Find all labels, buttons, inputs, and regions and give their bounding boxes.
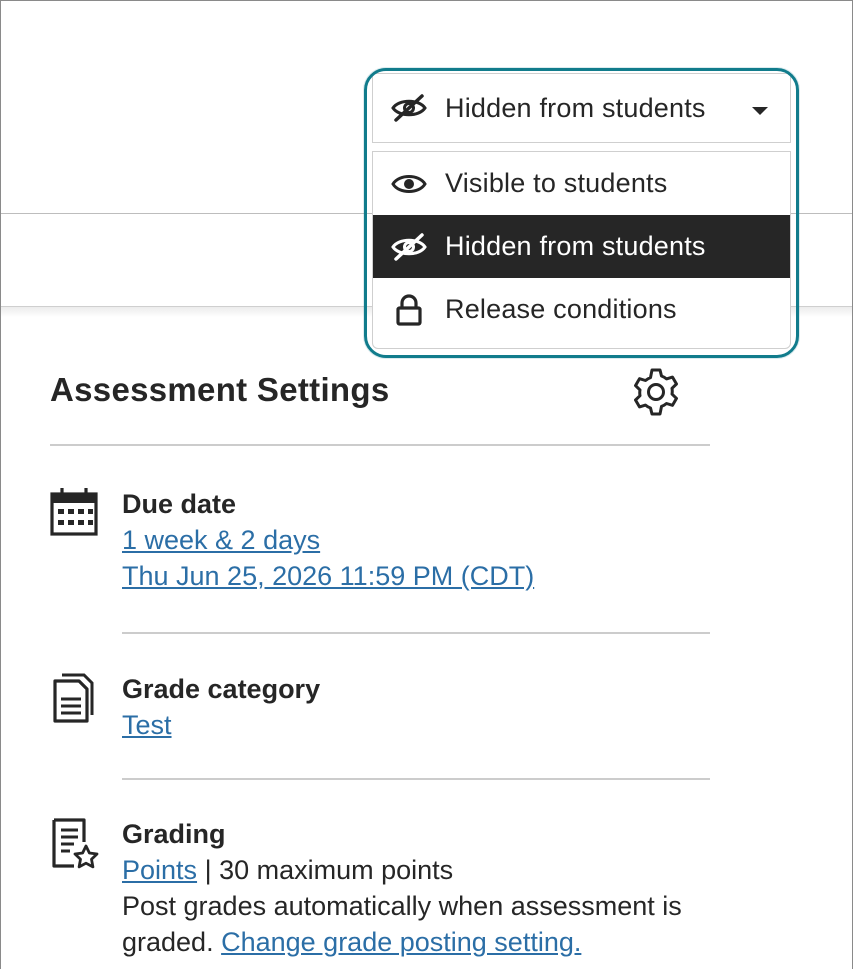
grading-type-link[interactable]: Points <box>122 855 198 885</box>
document-icon <box>50 671 100 723</box>
grade-category-link[interactable]: Test <box>122 710 172 740</box>
grade-category-setting <box>50 671 710 751</box>
due-date-body <box>122 486 710 594</box>
grading-label: Grading <box>122 819 226 849</box>
menu-item-label: Hidden from students <box>445 231 706 261</box>
grade-category-label: Grade category <box>122 674 321 704</box>
calendar-icon <box>50 486 100 538</box>
grade-category-body <box>122 671 710 743</box>
posting-description: Post grades automatically when assessment is graded. <box>122 891 682 957</box>
menu-item-label: Visible to students <box>445 168 668 198</box>
max-points-text: 30 maximum points <box>219 855 454 885</box>
page-title: Assessment Settings <box>50 371 390 408</box>
due-date-setting <box>50 486 710 606</box>
due-date-relative-link[interactable]: 1 week & 2 days <box>122 525 321 555</box>
due-date-absolute-link[interactable]: Thu Jun 25, 2026 11:59 PM (CDT) <box>122 561 535 591</box>
grading-body <box>122 816 710 960</box>
due-date-label: Due date <box>122 489 237 519</box>
grading-rubric-icon <box>50 816 100 868</box>
separator: | <box>204 855 212 885</box>
grade-posting-text <box>122 888 710 960</box>
visibility-current-label: Hidden from students <box>445 92 706 123</box>
divider <box>50 444 710 446</box>
divider <box>122 632 710 634</box>
focus-highlight <box>364 68 799 358</box>
grading-points-line <box>122 852 710 888</box>
change-grade-posting-link[interactable]: Change grade posting setting. <box>221 927 582 957</box>
gear-icon[interactable] <box>631 367 681 417</box>
menu-item-label: Release conditions <box>445 294 677 324</box>
grading-setting <box>50 816 710 969</box>
divider <box>122 778 710 780</box>
